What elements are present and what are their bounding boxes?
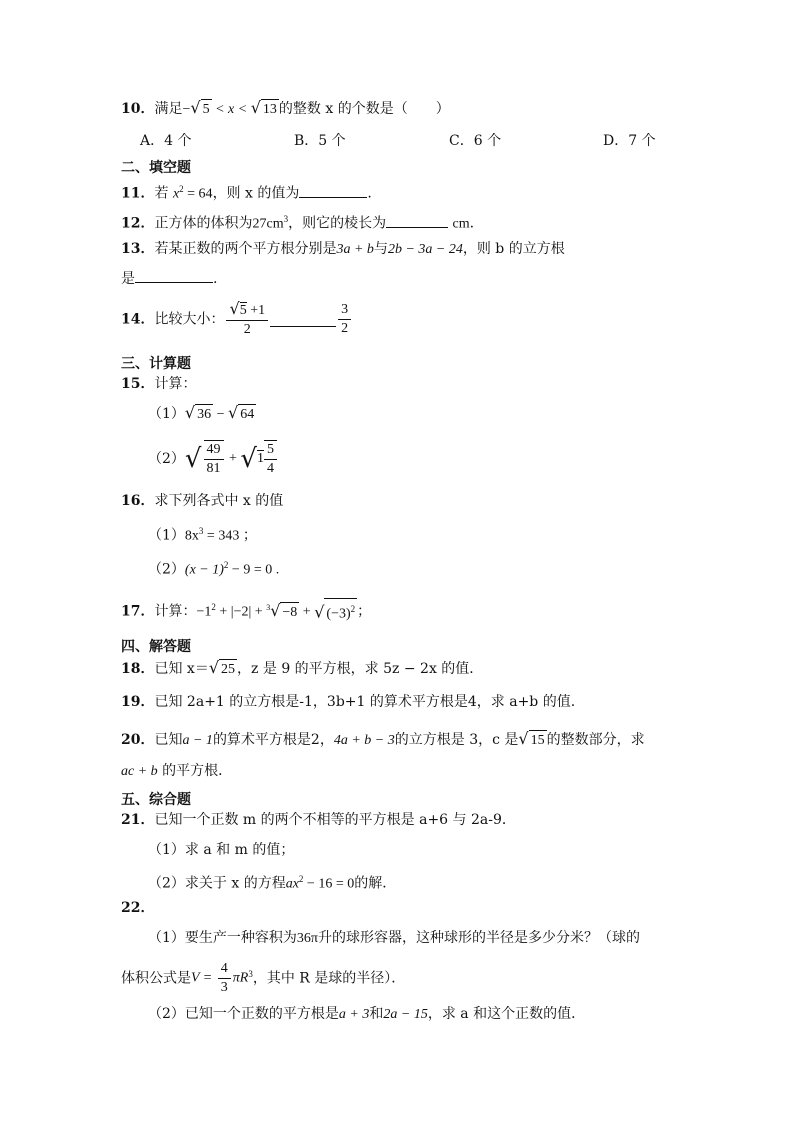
q10-option-a: A．4 个 [140, 133, 192, 149]
question-number: 15． [121, 376, 155, 392]
question-number: 21． [121, 812, 155, 828]
q14-fraction-left: $\frac{√5 +1}{2}$ [226, 300, 268, 339]
q10-suffix: 的整数 x 的个数是（ ） [278, 101, 450, 117]
question-16: 16．求下列各式中 x 的值 [121, 493, 284, 509]
question-20: 20．已知a − 1的算术平方根是2，4a + b − 3的立方根是 3，c 是√ 15 的整数部分，求 [121, 729, 645, 751]
question-number: 18． [121, 661, 155, 677]
question-12: 12．正方体的体积为$27cm^3$，则它的棱长为 cm. [121, 214, 475, 232]
section-heading-answer: 四、解答题 [121, 639, 191, 655]
q14-fraction-right: $\frac{3}{2}$ [338, 301, 351, 338]
question-22-part-1: （1）要生产一种容积为36π升的球形容器，这种球形的半径是多少分米？（球的 [148, 930, 640, 946]
question-15-part-2: （2）√ $\frac{49}{81}$ + √1 $\frac{5}{4}$ [148, 440, 279, 478]
question-10 [121, 98, 450, 120]
question-number: 10． [121, 101, 155, 117]
question-number: 11． [121, 185, 155, 202]
q10-option-d: D．7 个 [603, 133, 656, 149]
question-20-line-2: ac + b 的平方根． [121, 763, 233, 779]
question-number: 20． [121, 732, 155, 748]
question-number: 19． [121, 694, 155, 710]
question-number: 12． [121, 215, 155, 232]
q10-option-b: B．5 个 [294, 133, 346, 149]
question-15-part-1: （1）√ 36 − √ 64 [148, 403, 256, 425]
question-13-line-2: 是 . [121, 268, 217, 289]
question-number: 17． [121, 603, 155, 620]
question-16-part-2: $(2)(x - 1)^2 - 9 = 0$ . [148, 560, 280, 578]
question-22 [121, 898, 154, 918]
question-13: 13．若某正数的两个平方根分别是3a + b与2b − 3a − 24，则 b 的立方根 [121, 241, 565, 257]
question-number: 22． [121, 900, 155, 916]
section-heading-fill-blank: 二、填空题 [121, 160, 191, 176]
q10-option-c: C．6 个 [449, 133, 502, 149]
question-16-part-1: $(1)8x^3 = 343$ ； [148, 526, 257, 544]
answer-blank [299, 183, 367, 198]
question-11: 11．若 $x^2 = 64$，则 x 的值为 . [121, 184, 372, 202]
question-22-part-2: （2）已知一个正数的平方根是a + 3和2a − 15，求 a 和这个正数的值． [148, 1006, 586, 1022]
answer-blank [135, 268, 213, 283]
section-heading-calculation: 三、计算题 [121, 356, 191, 372]
q10-sqrt-5: √ 5 [190, 98, 211, 120]
question-17: 17．计算：$-1^2 + |-2| + ^3√ -8$ + √ $(-3)^2$ ； [121, 597, 371, 625]
question-22-part-1-line-2: 体积公式是V = $\frac{4}{3}$ $\pi R^3$，其中 R 是球的半径）． [121, 961, 406, 995]
question-number: 14． [121, 311, 155, 328]
answer-blank [270, 312, 336, 327]
question-21-part-1: （1）求 a 和 m 的值； [148, 842, 295, 858]
answer-blank [386, 213, 448, 228]
question-15: 15．计算： [121, 376, 197, 392]
question-19: 19．已知 2a+1 的立方根是-1，3b+1 的算术平方根是4，求 a+b 的值. [121, 694, 576, 710]
question-18: 18．已知 x＝√ 25 ，z 是 9 的平方根，求 5z − 2x 的值． [121, 658, 483, 680]
question-21-part-2: （2）求关于 x 的方程$ax^2 - 16 = 0$的解． [148, 874, 397, 892]
question-number: 16． [121, 493, 155, 509]
q10-sqrt-13: √ 13 [251, 98, 279, 120]
question-14: 14．比较大小： $\frac{√5 +1}{2}$ $\frac{3}{2}$ [121, 300, 353, 339]
q10-inequality: < x < [211, 102, 251, 117]
q10-minus: − [182, 102, 191, 117]
q10-prefix: 满足 [154, 101, 183, 117]
question-number: 13． [121, 241, 155, 257]
question-21: 21．已知一个正数 m 的两个不相等的平方根是 a+6 与 2a-9． [121, 812, 516, 828]
section-heading-comprehensive: 五、综合题 [121, 792, 191, 808]
